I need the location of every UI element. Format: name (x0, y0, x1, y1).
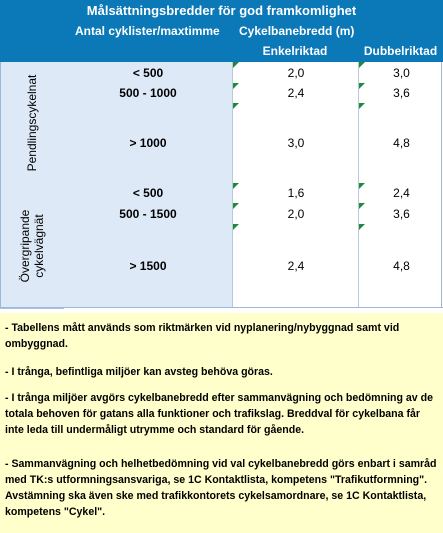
note-usage: - Tabellens mått används som riktmärken vid nyplanering/nybyggnad samt vid ombyggnad. (5, 322, 400, 350)
volume-range: 500 - 1500 (64, 203, 232, 224)
group-label-text: Pendlingscykelnat (25, 74, 39, 171)
note-tight-environments: - I trånga miljöer avgörs cykelbanebredd efter sammanvägning och bedömning av de totala behoven för gatans alla funktioner och trafikslag. Breddval för cykelbana får inte leda till undermåligt utrymme och standard för gående. (5, 392, 433, 436)
group-label-commuter-network (0, 62, 64, 184)
two-way-column-heading: Dubbelriktad (363, 44, 438, 58)
table-row (64, 62, 443, 84)
corner-marker-icon (359, 83, 365, 89)
width-table (0, 62, 443, 308)
table-row (64, 224, 443, 308)
corner-marker-icon (359, 203, 365, 209)
corner-marker-icon (359, 62, 365, 68)
one-way-width: 2,4 (232, 83, 359, 103)
volume-range: < 500 (64, 183, 232, 203)
corner-marker-icon (233, 62, 239, 68)
group-label-main-network (0, 183, 64, 309)
note-consultation: - Sammanvägning och helhetbedömning vid val cykelbanebredd görs enbart i samråd med TK:s utformningsansvariga, se 1C Kontaktlista, kompetens "Trafikutformning". Avstämning ska även ske med trafikkontorets cykelsamordnare, se 1C Kontaktlista, kompetens "Cykel". (5, 458, 437, 518)
group-label-text: Övergripande cykelvägnät (18, 209, 46, 282)
two-way-width: 3,0 (358, 62, 443, 83)
one-way-width: 1,6 (232, 183, 359, 203)
corner-marker-icon (233, 183, 239, 189)
two-way-width: 4,8 (358, 224, 443, 307)
volume-range: 500 - 1000 (64, 83, 232, 103)
one-way-width: 2,0 (232, 203, 359, 224)
two-way-width: 3,6 (358, 203, 443, 224)
corner-marker-icon (233, 224, 239, 230)
lane-width-heading: Cykelbanebredd (m) (239, 24, 355, 38)
volume-range: > 1000 (64, 103, 232, 183)
two-way-width: 2,4 (358, 183, 443, 203)
two-way-width: 3,6 (358, 83, 443, 103)
corner-marker-icon (359, 103, 365, 109)
one-way-width: 2,4 (232, 224, 359, 307)
table-row (64, 83, 443, 104)
corner-marker-icon (233, 203, 239, 209)
notes-panel (0, 313, 443, 533)
corner-marker-icon (233, 103, 239, 109)
corner-marker-icon (359, 183, 365, 189)
note-exceptions: - I trånga, befintliga miljöer kan avsteg behöva göras. (5, 366, 273, 378)
one-way-width: 3,0 (232, 103, 359, 183)
volume-range: < 500 (64, 62, 232, 83)
one-way-column-heading: Enkelriktad (262, 44, 328, 58)
corner-marker-icon (233, 83, 239, 89)
table-header (0, 0, 443, 62)
table-title: Målsättningsbredder för god framkomlighet (86, 3, 357, 18)
table-row (64, 103, 443, 184)
table-row (64, 183, 443, 204)
corner-marker-icon (359, 224, 365, 230)
traffic-volume-heading: Antal cyklister/maxtimme (75, 24, 220, 38)
two-way-width: 4,8 (358, 103, 443, 183)
one-way-width: 2,0 (232, 62, 359, 83)
table-row (64, 203, 443, 225)
volume-range: > 1500 (64, 224, 232, 307)
